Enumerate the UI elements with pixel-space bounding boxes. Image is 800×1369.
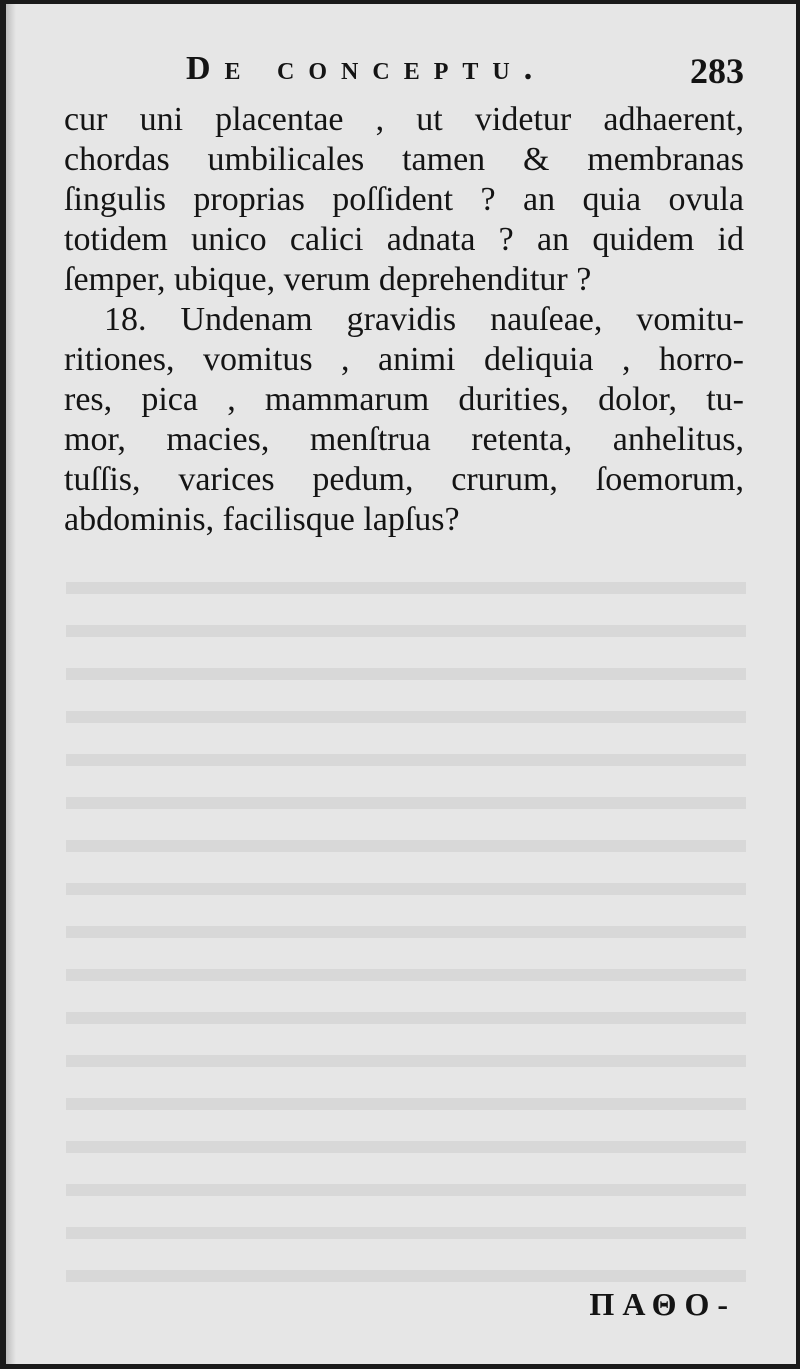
text-line: totidem unico calici adnata ? an quidem id xyxy=(64,221,744,258)
text-line: mor, macies, menſtrua retenta, anhelitus, xyxy=(64,421,744,458)
text-line: ſingulis proprias poſſident ? an quia ovula xyxy=(64,181,744,218)
text-line: res, pica , mammarum durities, dolor, tu- xyxy=(64,381,744,418)
text-line: abdominis, facilisque lapſus? xyxy=(64,501,460,538)
page-gutter-shadow xyxy=(6,4,16,1364)
book-page xyxy=(6,4,796,1364)
text-line: ſemper, ubique, verum deprehenditur ? xyxy=(64,261,592,298)
text-line: tuſſis, varices pedum, crurum, ſoemorum, xyxy=(64,461,744,498)
text-line: chordas umbilicales tamen & membranas xyxy=(64,141,744,178)
body-text xyxy=(64,100,744,540)
catchword: ΠΑΘΟ- xyxy=(589,1286,736,1322)
text-line: 18. Undenam gravidis nauſeae, vomitu- xyxy=(104,301,744,338)
running-head: De conceptu. xyxy=(186,50,547,87)
text-line: cur uni placentae , ut videtur adhaerent, xyxy=(64,101,744,138)
show-through-text-area xyxy=(66,564,746,1284)
page-number: 283 xyxy=(690,51,744,91)
text-line: ritiones, vomitus , animi deliquia , horro- xyxy=(64,341,744,378)
page-header xyxy=(186,50,744,100)
